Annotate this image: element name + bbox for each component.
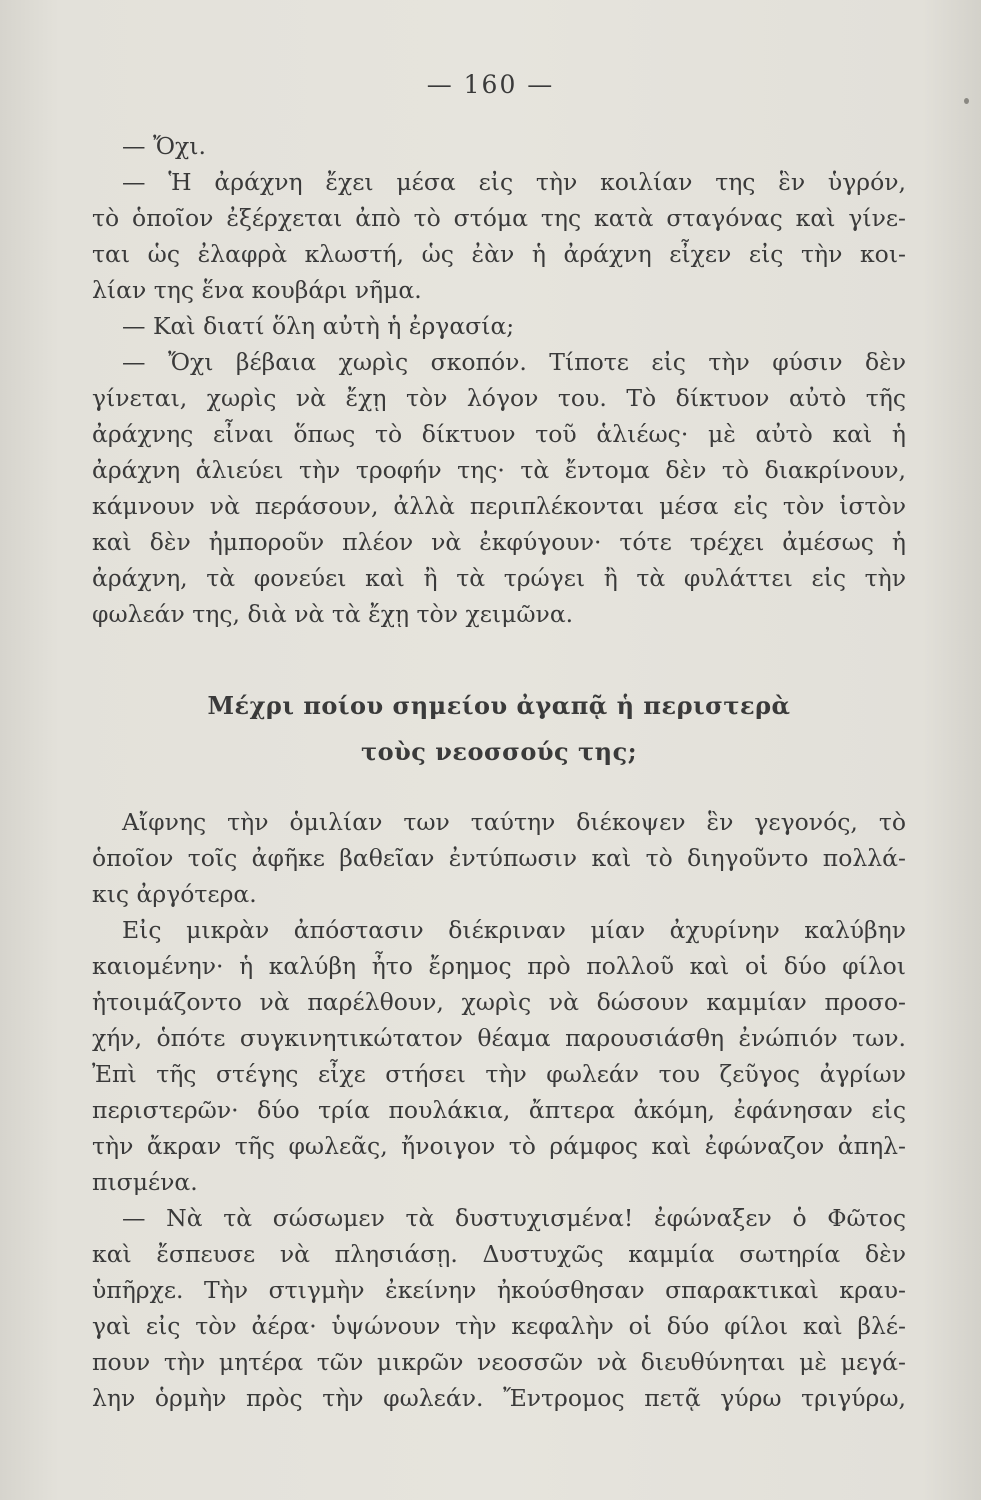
text-line: ἡτοιμάζοντο νὰ παρέλθουν, χωρὶς νὰ δώσουν καμμίαν προσο- (92, 988, 906, 1016)
text-line: ὑπῆρχε. Τὴν στιγμὴν ἐκείνην ἠκούσθησαν σπαρακτικαὶ κραυ- (92, 1276, 906, 1304)
text-line: χήν, ὁπότε συγκινητικώτατον θέαμα παρουσιάσθη ἐνώπιόν των. (92, 1024, 906, 1052)
text-line: τὴν ἄκραν τῆς φωλεᾶς, ἤνοιγον τὸ ράμφος καὶ ἐφώναζον ἀπηλ- (92, 1132, 906, 1160)
text-line: ὁποῖον τοῖς ἀφῆκε βαθεῖαν ἐντύπωσιν καὶ τὸ διηγοῦντο πολλά- (92, 844, 906, 872)
text-line: ἀράχνη ἁλιεύει τὴν τροφήν της· τὰ ἔντομα δὲν τὸ διακρίνουν, (92, 456, 906, 484)
text-line: — Καὶ διατί ὅλη αὐτὴ ἡ ἐργασία; (122, 312, 515, 340)
text-line: — Ὄχι βέβαια χωρὶς σκοπόν. Τίποτε εἰς τὴν φύσιν δὲν (122, 348, 906, 376)
narrative-section (92, 804, 906, 1416)
text-line: φωλεάν της, διὰ νὰ τὰ ἔχῃ τὸν χειμῶνα. (92, 600, 574, 628)
text-line: ται ὡς ἐλαφρὰ κλωστή, ὡς ἐὰν ἡ ἀράχνη εἶχεν εἰς τὴν κοι- (92, 240, 906, 268)
text-line: καὶ δὲν ἠμποροῦν πλέον νὰ ἐκφύγουν· τότε τρέχει ἀμέσως ἡ (92, 528, 906, 556)
section-heading (92, 683, 906, 775)
text-line: τὸ ὁποῖον ἐξέρχεται ἀπὸ τὸ στόμα της κατὰ σταγόνας καὶ γίνε- (92, 204, 906, 232)
section-heading-line: τοὺς νεοσσούς της; (360, 737, 638, 766)
text-line: — Νὰ τὰ σώσωμεν τὰ δυστυχισμένα! ἐφώναξεν ὁ Φῶτος (122, 1204, 906, 1232)
text-line: πουν τὴν μητέρα τῶν μικρῶν νεοσσῶν νὰ διευθύνηται μὲ μεγά- (92, 1348, 906, 1376)
section-heading-line: Μέχρι ποίου σημείου ἀγαπᾷ ἡ περιστερὰ (207, 691, 791, 720)
page-number: — 160 — (426, 70, 555, 99)
text-line: καιομένην· ἡ καλύβη ἦτο ἔρημος πρὸ πολλοῦ καὶ οἱ δύο φίλοι (92, 952, 906, 980)
text-line: καὶ ἔσπευσε νὰ πλησιάσῃ. Δυστυχῶς καμμία σωτηρία δὲν (92, 1240, 906, 1268)
text-line: ἀράχνης εἶναι ὅπως τὸ δίκτυον τοῦ ἁλιέως· μὲ αὐτὸ καὶ ἡ (92, 420, 906, 448)
text-line: λην ὁρμὴν πρὸς τὴν φωλεάν. Ἔντρομος πετᾷ γύρω τριγύρω, (92, 1384, 906, 1412)
text-line: Ἐπὶ τῆς στέγης εἶχε στήσει τὴν φωλεάν του ζεῦγος ἀγρίων (92, 1060, 906, 1088)
text-line: — Ὄχι. (122, 132, 206, 160)
text-line: γίνεται, χωρὶς νὰ ἔχῃ τὸν λόγον του. Τὸ δίκτυον αὐτὸ τῆς (92, 384, 906, 412)
text-line: γαὶ εἰς τὸν ἀέρα· ὑψώνουν τὴν κεφαλὴν οἱ δύο φίλοι καὶ βλέ- (92, 1312, 906, 1340)
text-line: πισμένα. (92, 1168, 198, 1196)
text-line: κάμνουν νὰ περάσουν, ἀλλὰ περιπλέκονται μέσα εἰς τὸν ἱστὸν (92, 492, 906, 520)
dialogue-section (92, 128, 906, 632)
text-line: — Ἡ ἀράχνη ἔχει μέσα εἰς τὴν κοιλίαν της ἓν ὑγρόν, (122, 168, 906, 196)
text-line: λίαν της ἕνα κουβάρι νῆμα. (92, 276, 422, 304)
text-line: κις ἀργότερα. (92, 880, 257, 908)
text-line: Αἴφνης τὴν ὁμιλίαν των ταύτην διέκοψεν ἓν γεγονός, τὸ (122, 808, 906, 836)
text-line: περιστερῶν· δύο τρία πουλάκια, ἄπτερα ἀκόμη, ἐφάνησαν εἰς (92, 1096, 906, 1124)
text-line: Εἰς μικρὰν ἀπόστασιν διέκριναν μίαν ἀχυρίνην καλύβην (122, 916, 906, 944)
text-line: ἀράχνη, τὰ φονεύει καὶ ἢ τὰ τρώγει ἢ τὰ φυλάττει εἰς τὴν (92, 564, 906, 592)
